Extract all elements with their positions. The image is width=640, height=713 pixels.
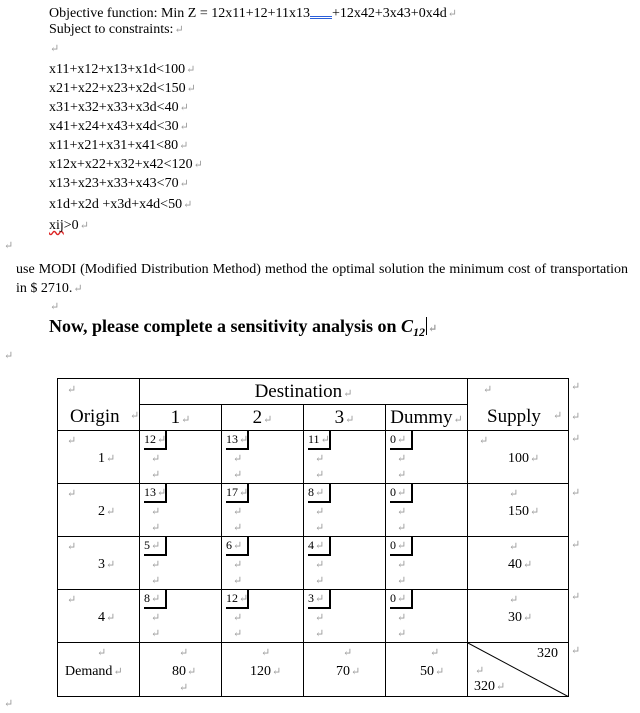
cost-cell <box>304 431 386 484</box>
row-end-mark: ↵ <box>571 645 581 657</box>
return-icon: ↵ <box>73 283 83 295</box>
return-icon: ↵ <box>67 384 77 396</box>
return-icon: ↵ <box>97 647 107 659</box>
return-icon: ↵ <box>315 628 325 640</box>
return-icon: ↵ <box>151 559 161 571</box>
cost-cell <box>140 431 222 484</box>
return-icon: ↵ <box>4 240 14 252</box>
return-icon: ↵ <box>397 575 407 587</box>
row-end-mark: ↵ <box>571 487 581 499</box>
constraint-line <box>49 118 189 136</box>
objective-function <box>49 2 457 23</box>
return-icon: ↵ <box>397 522 407 534</box>
origin-header-cell <box>58 379 140 431</box>
return-icon: ↵ <box>4 698 14 710</box>
cell-returns <box>232 451 242 483</box>
return-icon: ↵ <box>67 594 77 606</box>
return-icon: ↵ <box>475 665 485 677</box>
return-icon: ↵ <box>179 647 189 659</box>
constraint-text: x31+x32+x33+x3d<40 <box>49 100 179 115</box>
paragraph-text: use MODI (Modified Distribution Method) method the optimal solution the minimum cost of transportation in $ 2710. <box>16 262 628 296</box>
demand-cell <box>386 643 468 697</box>
return-icon: ↵ <box>315 522 325 534</box>
return-icon: ↵ <box>397 506 407 518</box>
demand-cell <box>304 643 386 697</box>
empty-line <box>49 298 59 316</box>
return-icon: ↵ <box>272 666 282 678</box>
return-icon: ↵ <box>509 541 519 553</box>
return-icon: ↵ <box>67 541 77 553</box>
column-header-2 <box>222 405 304 431</box>
cost-cell <box>140 484 222 537</box>
demand-value: 120 <box>250 664 271 679</box>
constraint-text: x13+x23+x33+x43<70 <box>49 176 179 191</box>
empty-line <box>49 40 59 58</box>
return-icon: ↵ <box>315 593 325 605</box>
return-icon: ↵ <box>397 540 407 552</box>
row-label <box>98 610 115 626</box>
row-label-cell <box>58 431 140 484</box>
return-icon: ↵ <box>179 178 189 190</box>
constraint-line <box>49 137 188 155</box>
sensitivity-heading <box>49 316 437 340</box>
constraint-line <box>49 61 195 79</box>
constraint-line <box>49 175 189 193</box>
total-supply: 320 <box>537 646 558 661</box>
return-icon: ↵ <box>157 434 167 446</box>
demand-value-wrap <box>420 664 444 680</box>
cell-returns <box>150 451 160 483</box>
cost-box <box>308 537 331 556</box>
cost-box <box>390 537 413 556</box>
return-icon: ↵ <box>496 681 506 693</box>
supply-value: 150 <box>508 504 529 519</box>
cost-box <box>144 590 167 609</box>
return-icon: ↵ <box>428 323 438 335</box>
return-icon: ↵ <box>239 593 249 605</box>
cost-box <box>308 431 331 450</box>
return-icon: ↵ <box>483 384 493 396</box>
return-icon: ↵ <box>151 612 161 624</box>
heading-text: Now, please complete a sensitivity analysis on <box>49 316 402 336</box>
return-icon: ↵ <box>157 487 167 499</box>
supply-cell <box>468 537 569 590</box>
return-icon: ↵ <box>186 64 196 76</box>
row-label <box>98 557 115 573</box>
return-icon: ↵ <box>233 559 243 571</box>
constraint-text: x12x+x22+x32+x42<120 <box>49 157 193 172</box>
cost-cell <box>304 590 386 643</box>
return-icon: ↵ <box>174 24 184 36</box>
return-icon: ↵ <box>50 43 60 55</box>
return-icon: ↵ <box>181 413 191 426</box>
cost-box <box>226 537 249 556</box>
cost-cell <box>386 484 468 537</box>
cost-value: 11 <box>308 432 320 446</box>
return-icon: ↵ <box>315 575 325 587</box>
return-icon: ↵ <box>179 140 189 152</box>
constraint-text: x41+x24+x43+x4d<30 <box>49 119 179 134</box>
nonnegativity-line <box>49 217 89 235</box>
cost-value: 0 <box>390 485 396 499</box>
supply-cell <box>468 484 569 537</box>
return-icon: ↵ <box>106 453 116 465</box>
cost-value: 8 <box>144 591 150 605</box>
return-icon: ↵ <box>435 666 445 678</box>
demand-cell <box>140 643 222 697</box>
destination-header-cell <box>140 379 468 405</box>
cost-box <box>390 484 413 503</box>
return-icon: ↵ <box>343 387 353 400</box>
demand-value: 70 <box>336 664 350 679</box>
cost-box <box>226 431 249 450</box>
column-label: 3 <box>334 406 345 428</box>
column-header-dummy <box>386 405 468 431</box>
cost-cell <box>222 431 304 484</box>
row-label-text: 3 <box>98 557 105 572</box>
supply-value: 40 <box>508 557 522 572</box>
constraint-text: x1d+x2d +x3d+x4d<50 <box>49 197 183 212</box>
return-icon: ↵ <box>151 628 161 640</box>
cost-cell <box>222 484 304 537</box>
return-icon: ↵ <box>4 350 14 362</box>
return-icon: ↵ <box>233 612 243 624</box>
return-icon: ↵ <box>320 434 330 446</box>
cell-returns <box>232 504 242 536</box>
return-icon: ↵ <box>187 666 197 678</box>
constraint-text: x21+x22+x23+x2d<150 <box>49 81 186 96</box>
cost-value: 12 <box>144 432 156 446</box>
return-icon: ↵ <box>397 453 407 465</box>
cell-returns <box>396 504 406 536</box>
demand-label: Demand <box>65 664 113 679</box>
result-paragraph <box>16 260 628 299</box>
cost-box <box>390 431 413 450</box>
column-label: Dummy <box>390 406 453 428</box>
row-label-cell <box>58 537 140 590</box>
demand-value: 50 <box>420 664 434 679</box>
return-icon: ↵ <box>397 612 407 624</box>
return-icon: ↵ <box>151 469 161 481</box>
supply-header-cell <box>468 379 569 431</box>
return-icon: ↵ <box>509 488 519 500</box>
total-demand-wrap <box>474 679 505 695</box>
return-icon: ↵ <box>263 413 273 426</box>
cost-cell <box>222 590 304 643</box>
return-icon: ↵ <box>315 540 325 552</box>
return-icon: ↵ <box>193 159 203 171</box>
return-icon: ↵ <box>233 453 243 465</box>
cost-value: 0 <box>390 591 396 605</box>
cost-value: 6 <box>226 538 232 552</box>
constraint-text: x11+x21+x31+x41<80 <box>49 138 179 153</box>
return-icon: ↵ <box>179 121 189 133</box>
row-end-mark: ↵ <box>571 411 581 423</box>
nonneg-var: xij <box>49 218 64 233</box>
return-icon: ↵ <box>397 434 407 446</box>
origin-label: Origin <box>70 406 120 427</box>
row-end-mark: ↵ <box>571 433 581 445</box>
row-end-mark: ↵ <box>571 591 581 603</box>
cost-box <box>144 431 167 450</box>
cost-box <box>144 537 167 556</box>
return-icon: ↵ <box>397 469 407 481</box>
return-icon: ↵ <box>315 469 325 481</box>
return-icon: ↵ <box>315 487 325 499</box>
cost-cell <box>222 537 304 590</box>
return-icon: ↵ <box>233 522 243 534</box>
demand-value-wrap <box>336 664 360 680</box>
return-icon: ↵ <box>315 559 325 571</box>
return-icon: ↵ <box>233 575 243 587</box>
blank-underline <box>310 2 332 19</box>
return-icon: ↵ <box>553 410 563 422</box>
cost-cell <box>304 484 386 537</box>
supply-value-wrap <box>508 557 532 573</box>
return-icon: ↵ <box>351 666 361 678</box>
return-icon: ↵ <box>397 593 407 605</box>
return-icon: ↵ <box>67 488 77 500</box>
cost-value: 3 <box>308 591 314 605</box>
return-icon: ↵ <box>233 469 243 481</box>
total-demand: 320 <box>474 679 495 694</box>
transportation-table <box>57 378 569 697</box>
heading-subscript: 12 <box>413 325 426 339</box>
constraint-line <box>49 99 189 117</box>
return-icon: ↵ <box>151 522 161 534</box>
return-icon: ↵ <box>67 435 77 447</box>
cell-returns <box>150 504 160 536</box>
row-label-cell <box>58 590 140 643</box>
return-icon: ↵ <box>239 434 249 446</box>
cost-box <box>226 590 249 609</box>
cost-value: 0 <box>390 538 396 552</box>
supply-value: 100 <box>508 451 529 466</box>
supply-value: 30 <box>508 610 522 625</box>
cell-returns <box>396 557 406 589</box>
cell-returns <box>314 557 324 589</box>
supply-cell <box>468 431 569 484</box>
demand-value-wrap <box>250 664 281 680</box>
return-icon: ↵ <box>397 559 407 571</box>
demand-value-wrap <box>172 664 196 680</box>
return-icon: ↵ <box>183 199 193 211</box>
return-icon: ↵ <box>315 612 325 624</box>
row-label-text: 2 <box>98 504 105 519</box>
return-icon: ↵ <box>151 593 161 605</box>
cost-cell <box>140 537 222 590</box>
cost-box <box>144 484 167 503</box>
constraint-line <box>49 156 203 174</box>
return-icon: ↵ <box>430 647 440 659</box>
cell-returns <box>150 610 160 642</box>
return-icon: ↵ <box>343 647 353 659</box>
demand-label-cell <box>58 643 140 697</box>
return-icon: ↵ <box>179 102 189 114</box>
cost-value: 4 <box>308 538 314 552</box>
return-icon: ↵ <box>315 506 325 518</box>
return-icon: ↵ <box>151 453 161 465</box>
constraint-line <box>49 196 192 214</box>
return-icon: ↵ <box>523 559 533 571</box>
return-icon: ↵ <box>345 413 355 426</box>
cell-returns <box>232 557 242 589</box>
row-label-cell <box>58 484 140 537</box>
return-icon: ↵ <box>233 540 243 552</box>
return-icon: ↵ <box>397 487 407 499</box>
return-icon: ↵ <box>151 575 161 587</box>
supply-value-wrap <box>508 451 539 467</box>
return-icon: ↵ <box>151 506 161 518</box>
column-label: 2 <box>252 406 263 428</box>
column-header-1 <box>140 405 222 431</box>
row-end-mark: ↵ <box>571 539 581 551</box>
total-cell <box>468 643 569 697</box>
return-icon: ↵ <box>106 612 116 624</box>
supply-value-wrap <box>508 610 532 626</box>
cost-box <box>308 484 331 503</box>
subject-label-text: Subject to constraints: <box>49 22 174 37</box>
supply-value-wrap <box>508 504 539 520</box>
cell-returns <box>314 451 324 483</box>
cell-returns <box>314 610 324 642</box>
cost-cell <box>386 537 468 590</box>
return-icon: ↵ <box>186 83 196 95</box>
return-icon: ↵ <box>479 435 489 447</box>
return-icon: ↵ <box>447 8 457 20</box>
cell-returns <box>314 504 324 536</box>
cell-returns <box>232 610 242 642</box>
return-icon: ↵ <box>530 506 540 518</box>
cost-box <box>308 590 331 609</box>
return-icon: ↵ <box>151 540 161 552</box>
heading-symbol: C <box>401 316 414 336</box>
return-icon: ↵ <box>261 647 271 659</box>
return-icon: ↵ <box>509 594 519 606</box>
return-icon: ↵ <box>315 453 325 465</box>
column-header-3 <box>304 405 386 431</box>
return-icon: ↵ <box>523 612 533 624</box>
return-icon: ↵ <box>530 453 540 465</box>
return-icon: ↵ <box>113 666 123 678</box>
demand-cell <box>222 643 304 697</box>
cost-cell <box>386 590 468 643</box>
cost-box <box>390 590 413 609</box>
return-icon: ↵ <box>397 628 407 640</box>
return-icon: ↵ <box>130 410 140 422</box>
constraint-text: x11+x12+x13+x1d<100 <box>49 62 186 77</box>
cell-returns <box>150 557 160 589</box>
objective-suffix: +12x42+3x43+0x4d <box>332 6 447 21</box>
supply-cell <box>468 590 569 643</box>
cost-box <box>226 484 249 503</box>
row-end-mark: ↵ <box>571 381 581 393</box>
return-icon: ↵ <box>453 413 463 426</box>
cost-value: 0 <box>390 432 396 446</box>
constraint-line <box>49 80 196 98</box>
cost-cell <box>304 537 386 590</box>
cost-value: 5 <box>144 538 150 552</box>
cell-returns <box>396 610 406 642</box>
subject-to-label <box>49 21 184 39</box>
demand-label-wrap <box>65 664 123 680</box>
demand-value: 80 <box>172 664 186 679</box>
cost-value: 17 <box>226 485 238 499</box>
nonneg-rest: >0 <box>63 218 79 233</box>
cost-value: 12 <box>226 591 238 605</box>
return-icon: ↵ <box>179 682 189 694</box>
cost-cell <box>386 431 468 484</box>
return-icon: ↵ <box>233 506 243 518</box>
return-icon: ↵ <box>239 487 249 499</box>
destination-label: Destination <box>254 380 343 402</box>
return-icon: ↵ <box>79 220 89 232</box>
column-label: 1 <box>170 406 181 428</box>
cost-value: 8 <box>308 485 314 499</box>
return-icon: ↵ <box>106 559 116 571</box>
text-cursor <box>426 317 427 335</box>
supply-label: Supply <box>487 406 541 427</box>
cost-cell <box>140 590 222 643</box>
cell-returns <box>396 451 406 483</box>
row-label <box>98 451 115 467</box>
cost-value: 13 <box>144 485 156 499</box>
row-label-text: 4 <box>98 610 105 625</box>
objective-prefix: Objective function: Min Z = 12x11+12+11x13 <box>49 6 311 21</box>
cost-value: 13 <box>226 432 238 446</box>
row-label <box>98 504 115 520</box>
return-icon: ↵ <box>50 301 60 313</box>
return-icon: ↵ <box>233 628 243 640</box>
row-label-text: 1 <box>98 451 105 466</box>
return-icon: ↵ <box>106 506 116 518</box>
